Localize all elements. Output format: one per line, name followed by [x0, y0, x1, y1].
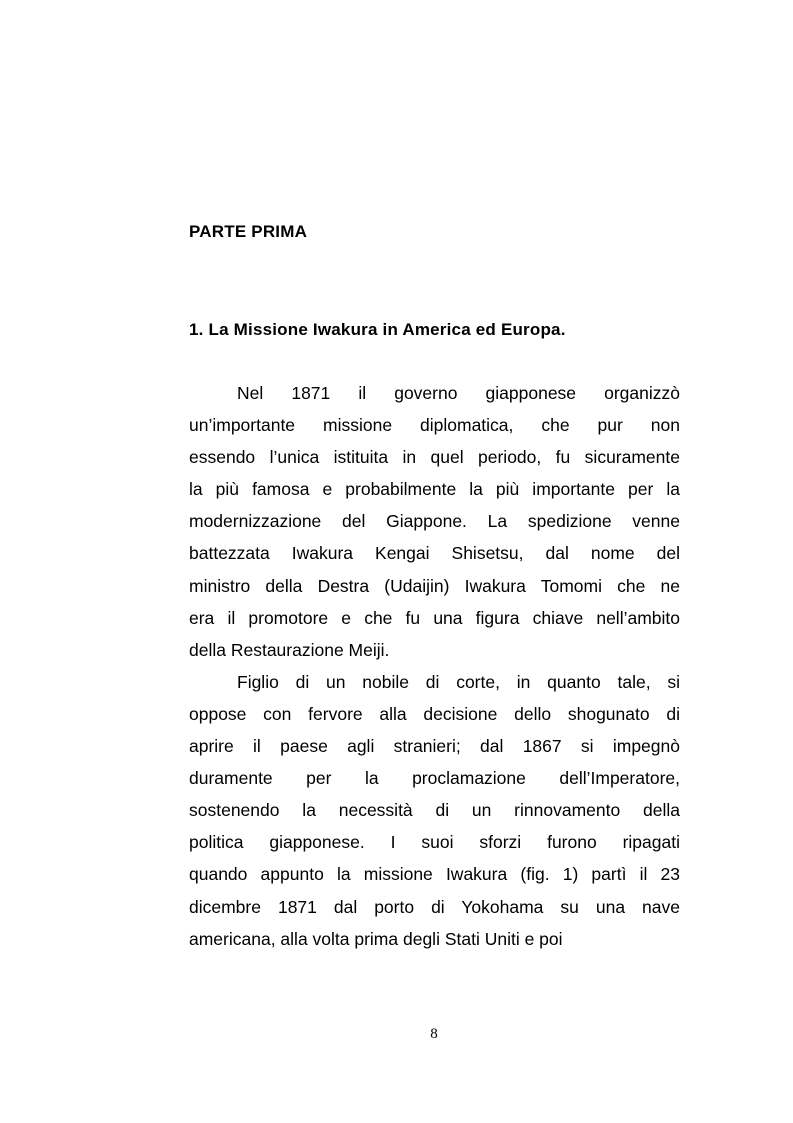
text-line: essendo l’unica istituita in quel periodo, fu sicuramente — [189, 447, 680, 468]
text-line: quando appunto la missione Iwakura (fig. 1) partì il 23 — [189, 864, 680, 885]
text-line: Nel 1871 il governo giapponese organizzò — [237, 383, 680, 403]
text-line: aprire il paese agli stranieri; dal 1867 si impegnò — [189, 736, 680, 757]
text-line: politica giapponese. I suoi sforzi furono ripagati — [189, 832, 680, 853]
section-heading: 1. La Missione Iwakura in America ed Europa. — [189, 320, 566, 339]
paragraph — [189, 377, 680, 666]
text-line: sostenendo la necessità di un rinnovamento della — [189, 800, 680, 821]
text-line: dicembre 1871 dal porto di Yokohama su una nave — [189, 896, 680, 917]
text-line: oppose con fervore alla decisione dello shogunato di — [189, 703, 680, 724]
text-line: battezzata Iwakura Kengai Shisetsu, dal nome del — [189, 543, 680, 564]
text-line: della Restaurazione Meiji. — [189, 639, 390, 660]
text-line: era il promotore e che fu una figura chiave nell’ambito — [189, 607, 680, 628]
part-heading: PARTE PRIMA — [189, 222, 308, 241]
body-text — [189, 377, 680, 955]
page-number: 8 — [430, 1026, 438, 1042]
text-line: modernizzazione del Giappone. La spedizione venne — [189, 511, 680, 532]
paragraph — [189, 666, 680, 955]
text-line: la più famosa e probabilmente la più importante per la — [189, 479, 680, 500]
text-line: duramente per la proclamazione dell’Imperatore, — [189, 768, 680, 789]
text-line: Figlio di un nobile di corte, in quanto tale, si — [237, 671, 680, 692]
text-line: un’importante missione diplomatica, che pur non — [189, 415, 680, 436]
text-line: americana, alla volta prima degli Stati Uniti e poi — [189, 928, 563, 949]
text-line: ministro della Destra (Udaijin) Iwakura Tomomi che ne — [189, 575, 680, 596]
